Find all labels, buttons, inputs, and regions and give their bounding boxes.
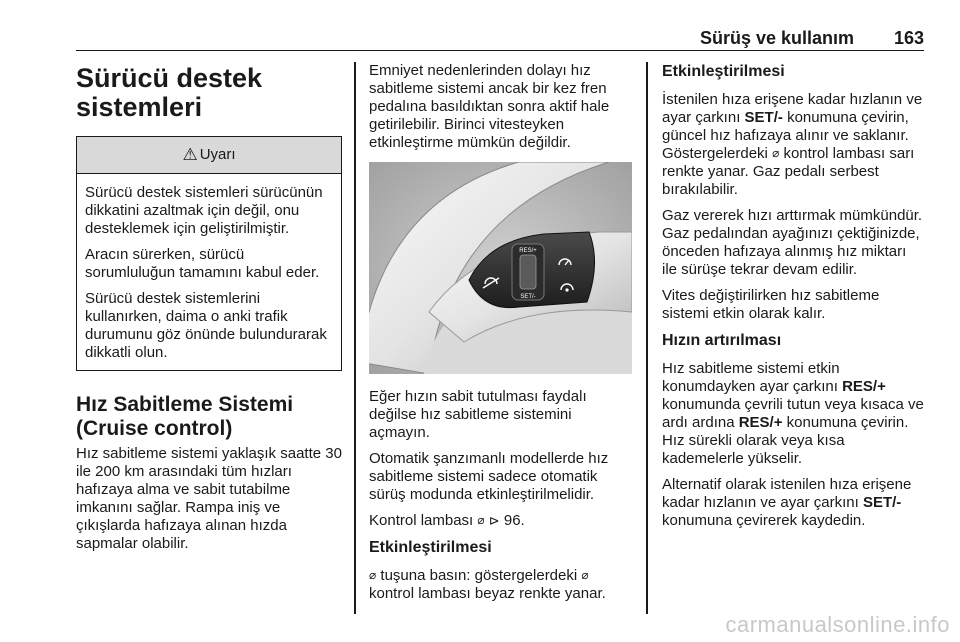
column-divider-2 <box>646 62 648 614</box>
text-run: konumuna çevirin, güncel hız hafızaya alınır ve saklanır. Göstergelerdeki <box>662 109 909 162</box>
paragraph <box>662 360 924 468</box>
set-label: SET/- <box>862 494 902 511</box>
warning-paragraph: Aracın sürerken, sürücü sorumluluğun tamamını kabul eder. <box>85 246 320 281</box>
text-run: Hız sabitleme sistemi etkin konumdayken ayar çarkını <box>662 360 840 395</box>
warning-paragraph: Sürücü destek sistemleri sürücünün dikkatini azaltmak için değil, onu desteklemek için geliştirilmiştir. <box>85 184 323 237</box>
column-divider-1 <box>354 62 356 614</box>
cruise-control-icon: ⌀ <box>369 568 377 582</box>
cruise-control-icon: ⌀ <box>477 513 485 527</box>
paragraph <box>662 476 924 530</box>
text-run: konumuna çevirerek kaydedin. <box>662 512 866 529</box>
warning-box <box>76 136 342 371</box>
set-button-label: SET/- <box>520 294 536 300</box>
column-1 <box>76 62 342 561</box>
page-reference-arrow-icon: ⊳ <box>488 513 500 528</box>
res-button-label: RES/+ <box>519 248 537 254</box>
control-lamp-label: Kontrol lambası <box>369 512 474 529</box>
paragraph: Eğer hızın sabit tutulması faydalı değilse hız sabitleme sistemini açmayın. <box>369 388 587 441</box>
intro-paragraph: Emniyet nedenlerinden dolayı hız sabitleme sistemi ancak bir kez fren pedalına basıldıktan sonra aktif hale getirilebilir. Birinci vitesteyken etkinleştirme mümkün değildir. <box>369 62 610 151</box>
text-run: kontrol lambası sarı renkte yanar. Gaz pedalı serbest bırakılabilir. <box>662 145 915 198</box>
section-heading: Hız Sabitleme Sistemi (Cruise control) <box>76 393 294 440</box>
subheading-activation: Etkinleştirilmesi <box>369 539 492 556</box>
paragraph: Otomatik şanzımanlı modellerde hız sabitleme sistemi sadece otomatik sürüş modunda etkinleştirilmelidir. <box>369 450 609 503</box>
warning-title: Uyarı <box>199 146 236 163</box>
cruise-control-icon: ⌀ <box>581 568 589 582</box>
res-label: RES/+ <box>738 414 783 431</box>
control-lamp-page: 96. <box>503 512 525 529</box>
section-text: Hız sabitleme sistemi yaklaşık saatte 30 ile 200 km arasındaki tüm hızları hafızaya alma ve sabit tutabilme imkanını sağlar. Rampa iniş ve çıkışlarda hafızaya alınan hızda sapmalar olabilir. <box>76 445 342 552</box>
set-label: SET/- <box>744 109 783 126</box>
subheading-activation-2: Etkinleştirilmesi <box>662 63 785 80</box>
column-2 <box>369 62 632 611</box>
header-title: Sürüş ve kullanım <box>699 28 854 48</box>
activation-text-a: tuşuna basın: göstergelerdeki <box>380 567 578 584</box>
cruise-control-icon: ⌀ <box>772 146 780 160</box>
warning-paragraph: Sürücü destek sistemlerini kullanırken, daima o anki trafik durumunu göz önünde bulundurarak dikkatli olun. <box>85 290 327 361</box>
warning-triangle-icon: ⚠ <box>182 145 198 164</box>
text-run: İstenilen hıza erişene kadar hızlanın ve ayar çarkını <box>662 91 923 126</box>
warning-body <box>77 174 341 362</box>
warning-header <box>77 137 341 174</box>
text-run: konumuna çevirin. Hız sürekli olarak veya kısa kademelerle yükselir. <box>662 414 909 467</box>
steering-wheel-illustration <box>369 162 632 374</box>
activation-paragraph <box>369 567 632 603</box>
subheading-speed-increase: Hızın artırılması <box>662 332 782 349</box>
chapter-heading: Sürücü destek sistemleri <box>76 63 263 122</box>
paragraph: Vites değiştirilirken hız sabitleme sistemi etkin olarak kalır. <box>662 287 880 322</box>
control-lamp-reference <box>369 512 632 530</box>
activation-text-b: kontrol lambası beyaz renkte yanar. <box>369 585 606 602</box>
paragraph: Gaz vererek hızı arttırmak mümkündür. Gaz pedalından ayağınızı çektiğinizde, önceden hafızaya alınmış hız miktarı ile sürüşe tekrar devam edilir. <box>662 207 923 278</box>
paragraph <box>662 91 924 199</box>
page-number: 163 <box>893 28 924 48</box>
column-3 <box>662 62 924 538</box>
res-label: RES/+ <box>842 378 886 395</box>
watermark: carmanualsonline.info <box>725 612 950 637</box>
text-run: Alternatif olarak istenilen hıza erişene kadar hızlanın ve ayar çarkını <box>662 476 912 511</box>
page-header <box>76 16 924 51</box>
steering-wheel-image <box>369 162 632 374</box>
text-run: konumunda çevrili tutun veya kısaca ve ardı ardına <box>662 396 924 431</box>
